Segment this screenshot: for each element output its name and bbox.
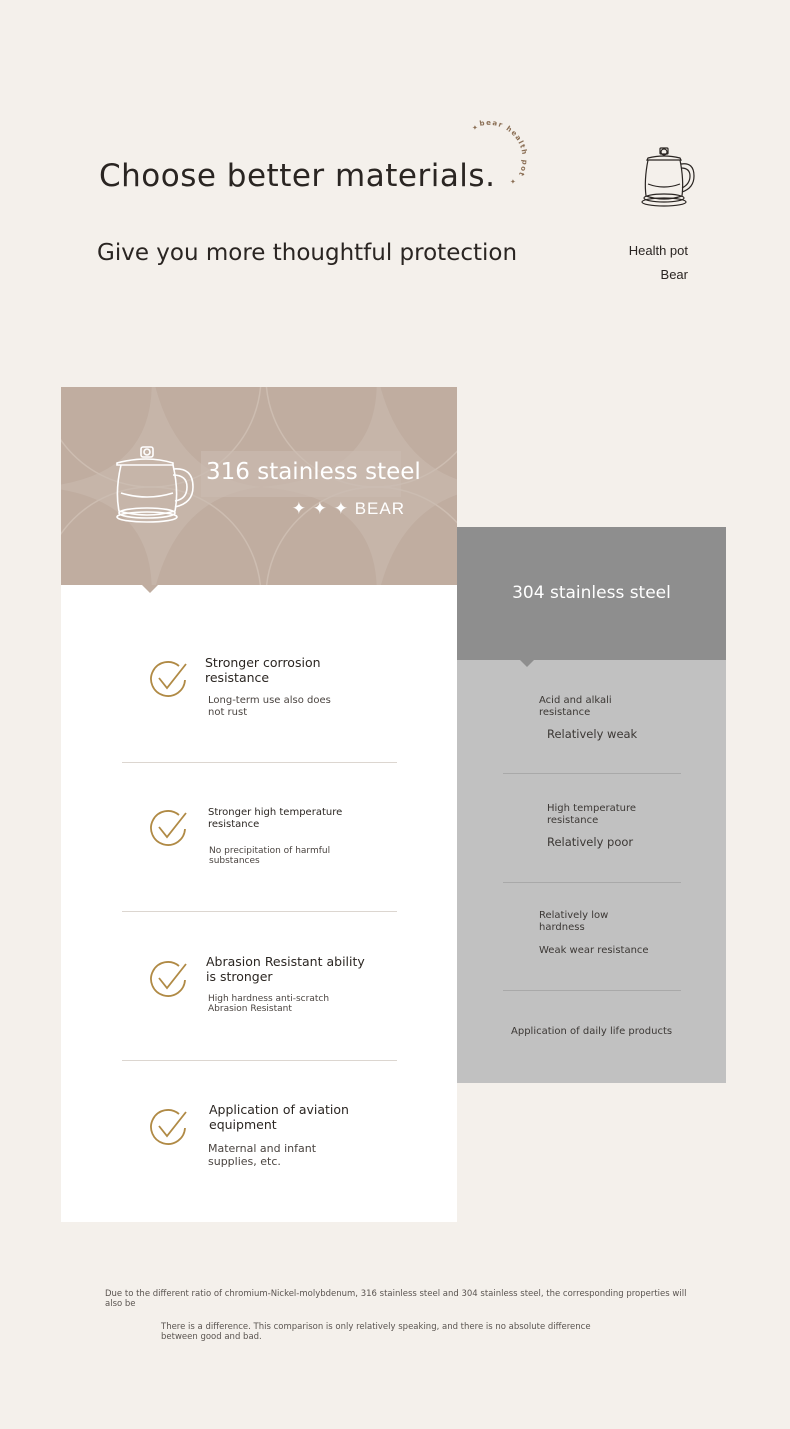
- card-304-pointer: [520, 660, 534, 667]
- divider: [122, 911, 397, 912]
- star-icon: ✦: [472, 124, 478, 132]
- feature-3-desc: High hardness anti-scratch Abrasion Resistant: [208, 994, 330, 1014]
- row-1-desc: Relatively weak: [547, 727, 638, 741]
- row-3-desc: Weak wear resistance: [539, 945, 649, 956]
- card-316-stainless: [61, 387, 457, 1222]
- check-icon: [149, 807, 189, 847]
- check-icon: [149, 1106, 189, 1146]
- divider: [503, 882, 681, 883]
- feature-1-title: Stronger corrosion resistance: [205, 655, 321, 685]
- divider: [122, 762, 397, 763]
- card-304-stainless: [457, 527, 726, 1083]
- svg-text:bear health pot: [479, 119, 529, 178]
- star-icon: ✦: [510, 178, 516, 186]
- logo-text-line2: Bear: [660, 267, 688, 282]
- feature-1-desc: Long-term use also does not rust: [208, 695, 331, 718]
- feature-2-desc: No precipitation of harmful substances: [209, 846, 331, 866]
- arc-badge-icon: [462, 112, 542, 196]
- divider: [503, 990, 681, 991]
- kettle-316-icon: [113, 445, 195, 523]
- row-2-desc: Relatively poor: [547, 835, 634, 849]
- check-icon: [149, 658, 189, 698]
- row-3-title: Relatively low hardness: [539, 910, 609, 933]
- feature-4-title: Application of aviation equipment: [209, 1102, 349, 1132]
- card-304-header: [457, 527, 726, 660]
- card-304-title: 304 stainless steel: [512, 583, 671, 603]
- feature-3-title: Abrasion Resistant ability is stronger: [206, 954, 365, 984]
- divider: [503, 773, 681, 774]
- row-1-title: Acid and alkali resistance: [539, 695, 612, 718]
- kettle-logo-icon: [636, 144, 700, 208]
- row-4-desc: Application of daily life products: [511, 1026, 673, 1037]
- card-316-title: 316 stainless steel: [206, 459, 421, 485]
- page-title: Choose better materials.: [99, 158, 496, 194]
- logo-text-line1: Health pot: [628, 243, 688, 258]
- feature-2-title: Stronger high temperature resistance: [208, 807, 343, 830]
- page-subtitle: Give you more thoughtful protection: [97, 240, 518, 266]
- card-316-brand: ✦ ✦ ✦ BEAR: [291, 499, 405, 518]
- card-316-pointer: [142, 585, 158, 593]
- arc-text: bear health pot: [478, 118, 529, 179]
- divider: [122, 1060, 397, 1061]
- check-icon: [149, 958, 189, 998]
- feature-4-desc: Maternal and infant supplies, etc.: [208, 1142, 317, 1168]
- footnote-2: There is a difference. This comparison is only relatively speaking, and there is no absolute difference between good and bad.: [161, 1322, 591, 1342]
- row-2-title: High temperature resistance: [547, 803, 637, 826]
- card-316-header: [61, 387, 457, 585]
- footnote-1: Due to the different ratio of chromium-Nickel-molybdenum, 316 stainless steel and 304 stainless steel, the corresponding properties will also be: [105, 1289, 687, 1309]
